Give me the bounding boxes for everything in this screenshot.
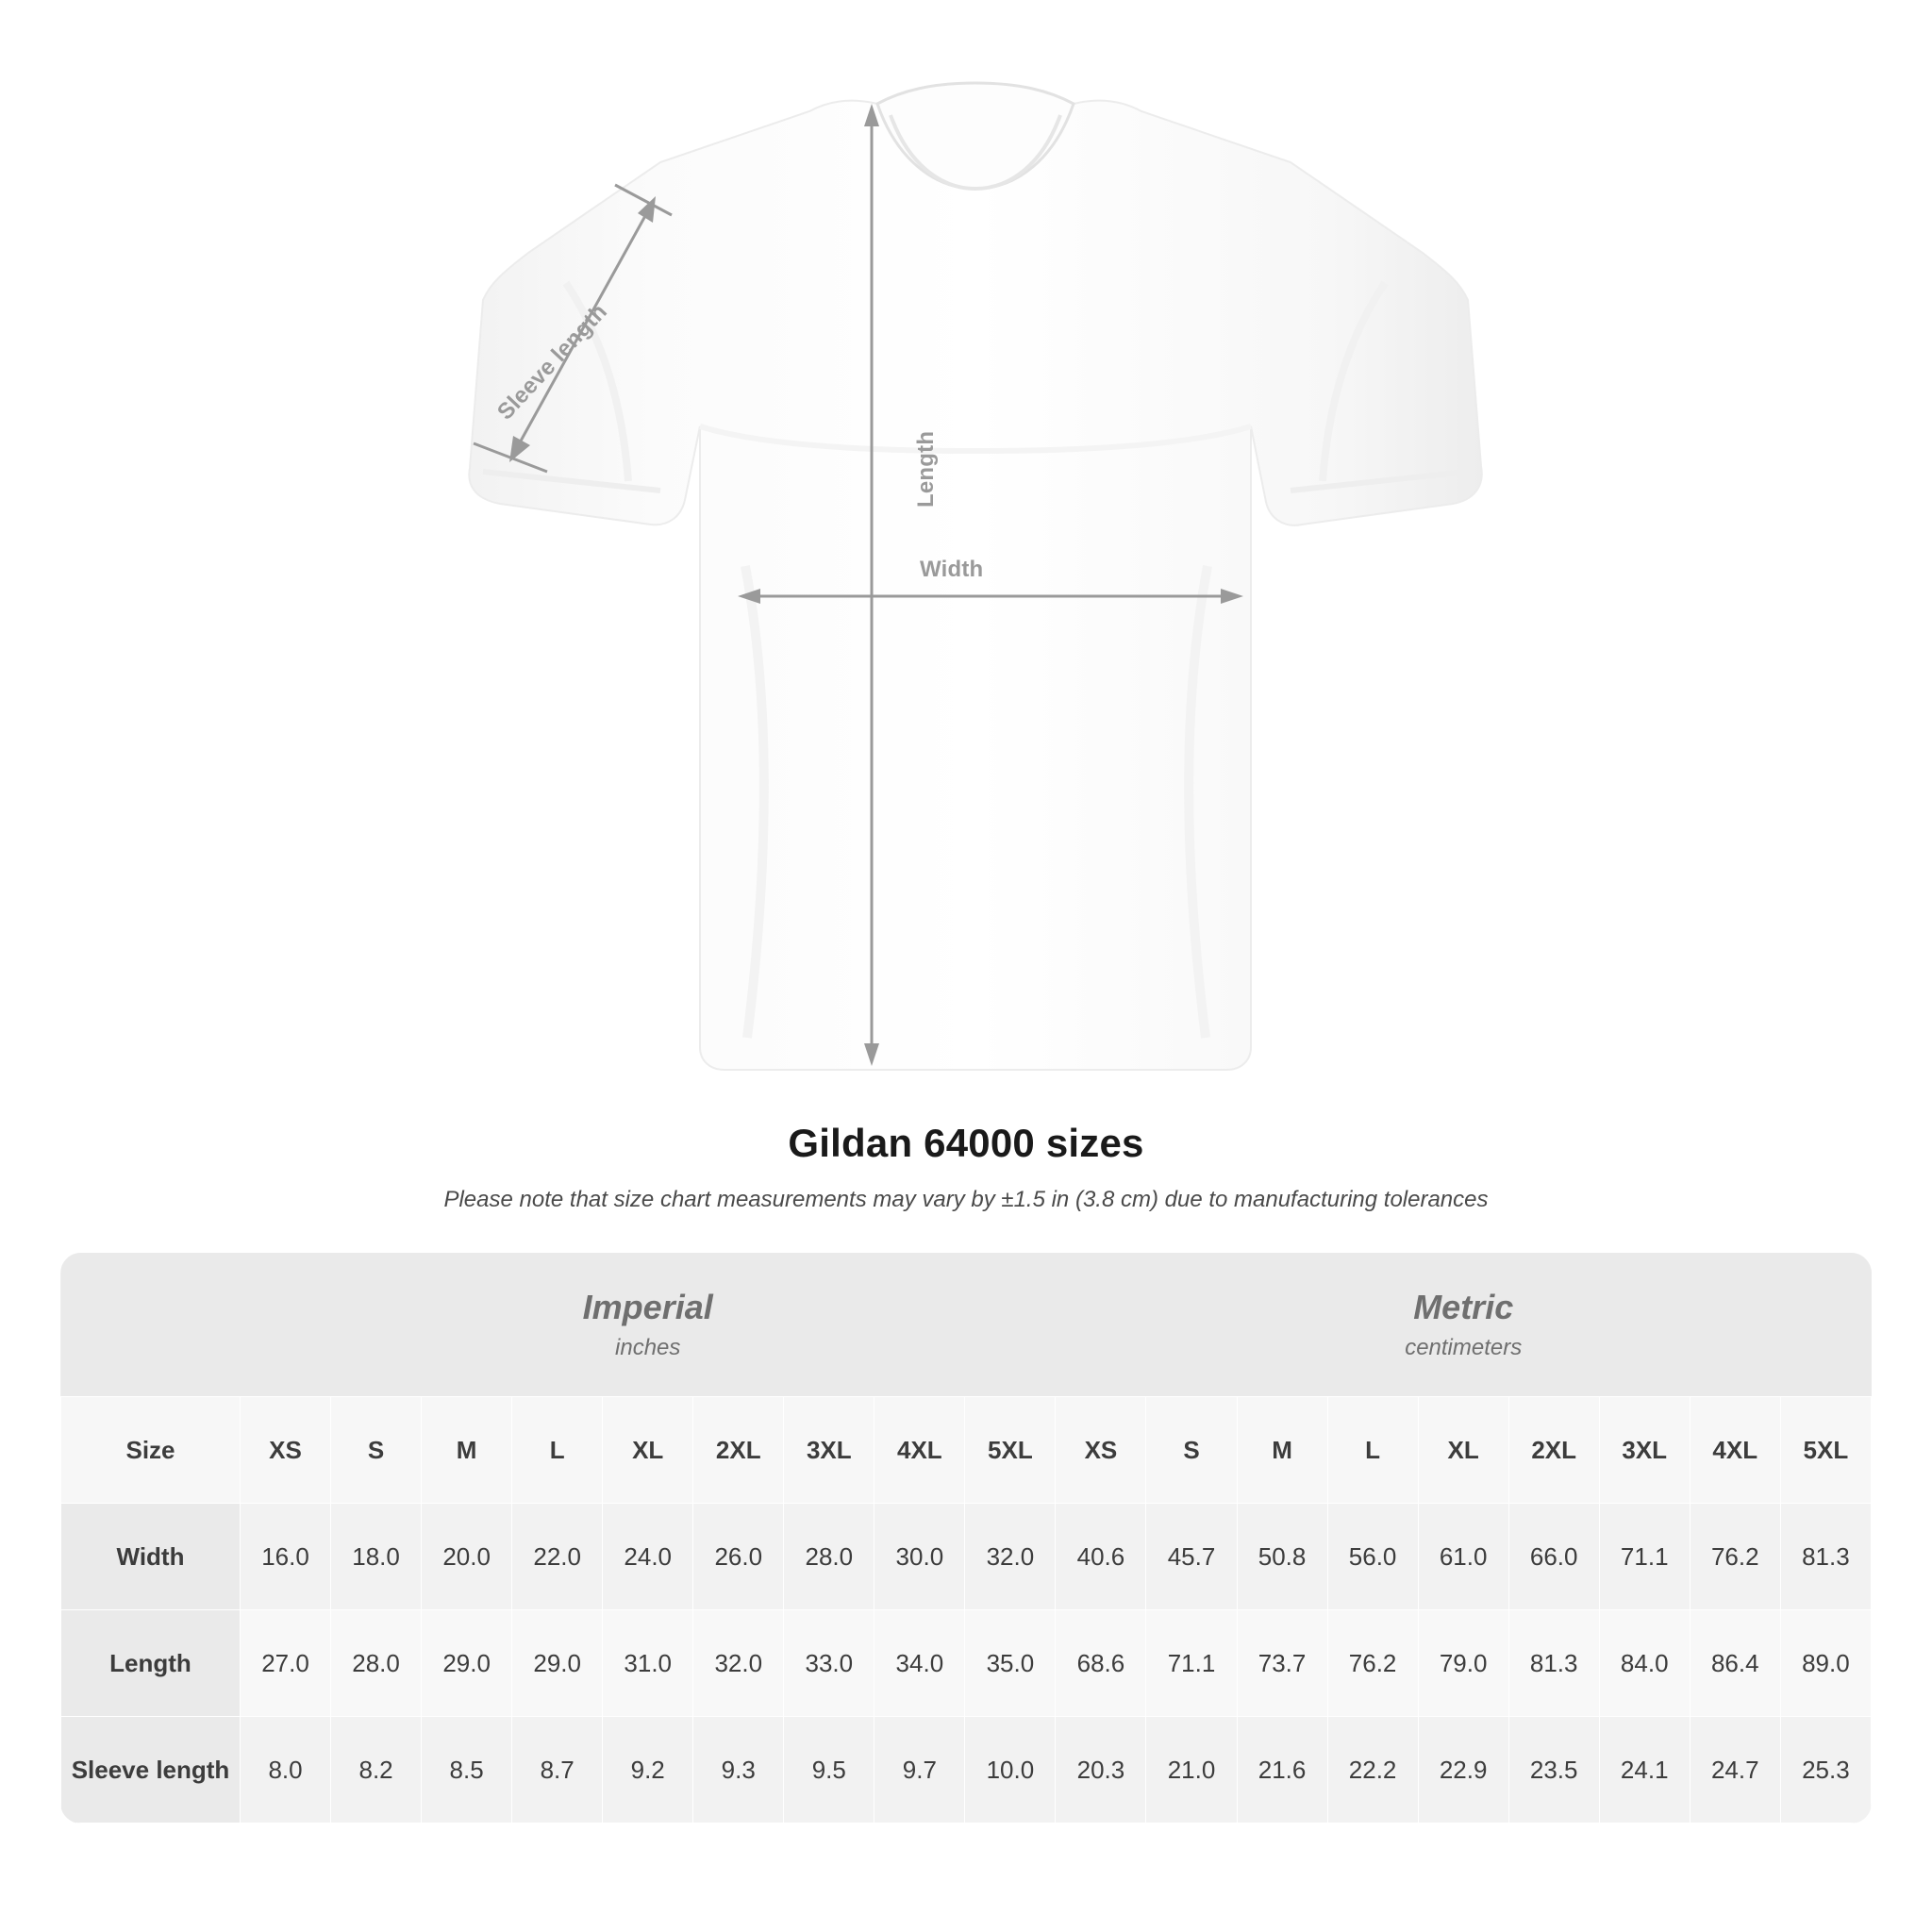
- measurement-cell: 26.0: [693, 1504, 784, 1610]
- measurement-cell: 22.2: [1327, 1717, 1418, 1824]
- size-column-header: S: [331, 1397, 422, 1504]
- measurement-cell: 71.1: [1599, 1504, 1690, 1610]
- measurement-cell: 27.0: [241, 1610, 331, 1717]
- measurement-cell: 25.3: [1780, 1717, 1871, 1824]
- measurement-cell: 24.0: [603, 1504, 693, 1610]
- unit-group-subtitle: inches: [615, 1334, 681, 1360]
- measurement-cell: 34.0: [874, 1610, 965, 1717]
- measurement-cell: 28.0: [331, 1610, 422, 1717]
- measurement-cell: 89.0: [1780, 1610, 1871, 1717]
- measurement-cell: 20.0: [422, 1504, 512, 1610]
- size-table-wrapper: [60, 1253, 1872, 1824]
- table-row: [61, 1717, 1872, 1824]
- measurement-cell: 28.0: [784, 1504, 874, 1610]
- row-header-width: Width: [61, 1504, 241, 1610]
- size-column-header: 4XL: [874, 1397, 965, 1504]
- measurement-cell: 29.0: [512, 1610, 603, 1717]
- unit-header-row: [61, 1253, 1872, 1397]
- size-column-header: S: [1146, 1397, 1237, 1504]
- measurement-cell: 73.7: [1237, 1610, 1327, 1717]
- measurement-cell: 81.3: [1780, 1504, 1871, 1610]
- measurement-cell: 8.5: [422, 1717, 512, 1824]
- measurement-cell: 33.0: [784, 1610, 874, 1717]
- size-column-header: 2XL: [693, 1397, 784, 1504]
- measurement-cell: 20.3: [1056, 1717, 1146, 1824]
- measurement-cell: 21.0: [1146, 1717, 1237, 1824]
- size-column-header: M: [1237, 1397, 1327, 1504]
- size-column-header: 5XL: [1780, 1397, 1871, 1504]
- measurement-cell: 8.2: [331, 1717, 422, 1824]
- size-column-header: L: [1327, 1397, 1418, 1504]
- measurement-cell: 24.1: [1599, 1717, 1690, 1824]
- size-table: [60, 1253, 1872, 1824]
- size-column-header: 3XL: [1599, 1397, 1690, 1504]
- measurement-cell: 35.0: [965, 1610, 1056, 1717]
- row-header-length: Length: [61, 1610, 241, 1717]
- row-header-sleeve-length: Sleeve length: [61, 1717, 241, 1824]
- measurement-cell: 9.5: [784, 1717, 874, 1824]
- size-column-header: M: [422, 1397, 512, 1504]
- measurement-cell: 66.0: [1508, 1504, 1599, 1610]
- unit-group-header-imperial: [241, 1253, 1056, 1397]
- measurement-cell: 18.0: [331, 1504, 422, 1610]
- unit-group-name: Imperial: [582, 1288, 713, 1327]
- measurement-cell: 45.7: [1146, 1504, 1237, 1610]
- measurement-cell: 23.5: [1508, 1717, 1599, 1824]
- measurement-cell: 10.0: [965, 1717, 1056, 1824]
- measurement-cell: 84.0: [1599, 1610, 1690, 1717]
- size-column-header: XL: [603, 1397, 693, 1504]
- table-row: [61, 1504, 1872, 1610]
- measurement-cell: 9.7: [874, 1717, 965, 1824]
- measurement-cell: 31.0: [603, 1610, 693, 1717]
- measurement-cell: 24.7: [1690, 1717, 1780, 1824]
- page-title: Gildan 64000 sizes: [788, 1121, 1144, 1165]
- measurement-cell: 8.7: [512, 1717, 603, 1824]
- sleeve-length-label: Sleeve length: [492, 298, 613, 425]
- size-column-header: 3XL: [784, 1397, 874, 1504]
- measurement-cell: 9.3: [693, 1717, 784, 1824]
- unit-group-subtitle: centimeters: [1405, 1334, 1523, 1360]
- measurement-cell: 79.0: [1418, 1610, 1508, 1717]
- size-column-header: L: [512, 1397, 603, 1504]
- measurement-cell: 29.0: [422, 1610, 512, 1717]
- width-label: Width: [920, 557, 984, 582]
- table-row: [61, 1610, 1872, 1717]
- measurement-cell: 50.8: [1237, 1504, 1327, 1610]
- measurement-cell: 76.2: [1327, 1610, 1418, 1717]
- measurement-cell: 16.0: [241, 1504, 331, 1610]
- measurement-cell: 86.4: [1690, 1610, 1780, 1717]
- measurement-cell: 8.0: [241, 1717, 331, 1824]
- size-column-header: XL: [1418, 1397, 1508, 1504]
- size-column-header: XS: [241, 1397, 331, 1504]
- measurement-cell: 32.0: [693, 1610, 784, 1717]
- heading-block: [0, 1121, 1932, 1213]
- length-label: Length: [913, 430, 939, 508]
- measurement-cell: 71.1: [1146, 1610, 1237, 1717]
- measurement-cell: 22.9: [1418, 1717, 1508, 1824]
- tolerance-note: Please note that size chart measurements may vary by ±1.5 in (3.8 cm) due to manufacturing tolerances: [443, 1187, 1489, 1212]
- measurement-cell: 21.6: [1237, 1717, 1327, 1824]
- size-column-header: 2XL: [1508, 1397, 1599, 1504]
- row-header-size: Size: [61, 1397, 241, 1504]
- unit-group-header-metric: [1056, 1253, 1872, 1397]
- measurement-cell: 30.0: [874, 1504, 965, 1610]
- measurement-cell: 32.0: [965, 1504, 1056, 1610]
- size-header-row: [61, 1397, 1872, 1504]
- table-corner-cell: [61, 1253, 241, 1397]
- measurement-cell: 61.0: [1418, 1504, 1508, 1610]
- size-column-header: 4XL: [1690, 1397, 1780, 1504]
- measurement-cell: 76.2: [1690, 1504, 1780, 1610]
- size-column-header: 5XL: [965, 1397, 1056, 1504]
- measurement-cell: 68.6: [1056, 1610, 1146, 1717]
- measurement-cell: 22.0: [512, 1504, 603, 1610]
- size-column-header: XS: [1056, 1397, 1146, 1504]
- measurement-cell: 56.0: [1327, 1504, 1418, 1610]
- unit-group-name: Metric: [1413, 1288, 1514, 1327]
- measurement-cell: 9.2: [603, 1717, 693, 1824]
- measurement-cell: 81.3: [1508, 1610, 1599, 1717]
- measurement-cell: 40.6: [1056, 1504, 1146, 1610]
